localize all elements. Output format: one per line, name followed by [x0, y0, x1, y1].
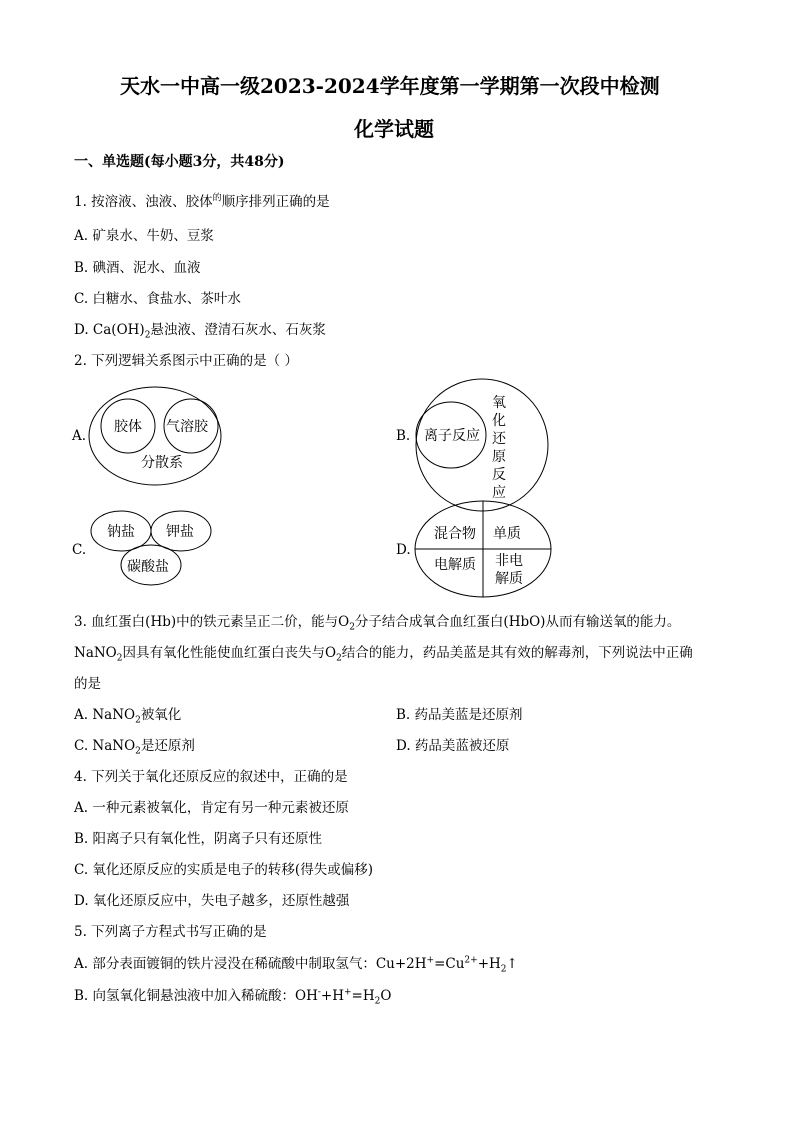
diagram-d-top-left-label: 混合物 [434, 526, 476, 542]
diagram-b-outer-label-5: 反 [492, 467, 506, 483]
diagram-b-outer-label-1: 氧 [492, 395, 506, 411]
diagram-d-bottom-right-label-1: 非电 [495, 553, 523, 569]
question-3-stem-line-1: 3. 血红蛋白(Hb)中的铁元素呈正二价，能与$O_2$分子结合成氧合血红蛋白(HbO)从而有输送氧的能力。 [74, 614, 681, 633]
question-2-stem: 2. 下列逻辑关系图示中正确的是（ ） [74, 353, 298, 369]
question-2-option-d-label[interactable]: D. [396, 542, 411, 558]
question-3-stem-line-3: 的是 [74, 676, 101, 692]
question-5-option-b[interactable]: B. 向氢氧化铜悬浊液中加入稀硫酸：$OH^-+H^+=H_2O$ [74, 987, 392, 1007]
question-4-option-c[interactable]: C. 氧化还原反应的实质是电子的转移(得失或偏移) [74, 862, 373, 878]
question-5-option-a[interactable]: A. 部分表面镀铜的铁片浸没在稀硫酸中制取氢气：$Cu+2H^+=Cu^{2+}+H_2↑$ [74, 955, 518, 975]
diagram-c [88, 509, 218, 589]
section-heading: 一、单选题(每小题3分，共48分) [74, 154, 285, 170]
diagram-b-outer-label-2: 化 [492, 413, 506, 429]
question-3-option-c[interactable]: C. NaNO$_2$是还原剂 [74, 738, 195, 757]
exam-title: 天水一中高一级2023-2024学年度第一学期第一次段中检测 [120, 74, 660, 98]
question-1-stem: 1. 按溶液、浊液、胶体$^的$顺序排列正确的是 [74, 193, 330, 210]
diagram-b-outer-label-6: 应 [492, 485, 506, 501]
question-1-option-b[interactable]: B. 碘酒、泥水、血液 [74, 260, 201, 276]
question-1-option-c[interactable]: C. 白糖水、食盐水、茶叶水 [74, 291, 241, 307]
question-4-stem: 4. 下列关于氧化还原反应的叙述中，正确的是 [74, 769, 348, 785]
question-3-stem-line-2: NaNO$_2$因具有氧化性能使血红蛋白丧失与$O_2$结合的能力，药品美蓝是其有效的解毒剂，下列说法中正确 [74, 645, 693, 664]
question-5-stem: 5. 下列离子方程式书写正确的是 [74, 924, 267, 940]
question-2-option-b-label[interactable]: B. [396, 428, 411, 444]
diagram-b-inner-label: 离子反应 [424, 428, 480, 444]
question-2-option-a-label[interactable]: A. [72, 428, 87, 444]
diagram-c-right-label: 钾盐 [166, 524, 194, 540]
question-2-option-c-label[interactable]: C. [72, 542, 87, 558]
diagram-c-bottom-label: 碳酸盐 [127, 559, 169, 575]
question-3-option-a[interactable]: A. NaNO$_2$被氧化 [74, 707, 182, 726]
question-3-option-d[interactable]: D. 药品美蓝被还原 [396, 738, 510, 754]
diagram-c-left-label: 钠盐 [107, 524, 135, 540]
diagram-b-outer-label-3: 还 [492, 431, 506, 447]
diagram-a-outer-label: 分散系 [141, 455, 183, 471]
diagram-d-top-right-label: 单质 [493, 526, 521, 542]
question-3-option-b[interactable]: B. 药品美蓝是还原剂 [396, 707, 523, 723]
question-4-option-d[interactable]: D. 氧化还原反应中，失电子越多，还原性越强 [74, 893, 350, 909]
diagram-d-bottom-right-label-2: 解质 [495, 571, 523, 587]
question-1-option-a[interactable]: A. 矿泉水、牛奶、豆浆 [74, 228, 214, 244]
diagram-a-left-label: 胶体 [114, 419, 142, 435]
exam-subtitle: 化学试题 [354, 117, 434, 141]
question-4-option-a[interactable]: A. 一种元素被氧化，肯定有另一种元素被还原 [74, 800, 349, 816]
diagram-a-right-label: 气溶胶 [166, 419, 208, 435]
diagram-d [412, 499, 554, 599]
diagram-d-bottom-left-label: 电解质 [434, 557, 476, 573]
diagram-b-outer-label-4: 原 [492, 449, 506, 465]
question-1-option-d[interactable]: D. $Ca(OH)_2$悬浊液、澄清石灰水、石灰浆 [74, 322, 326, 341]
question-4-option-b[interactable]: B. 阳离子只有氧化性，阴离子只有还原性 [74, 831, 323, 847]
diagram-a [88, 386, 228, 486]
